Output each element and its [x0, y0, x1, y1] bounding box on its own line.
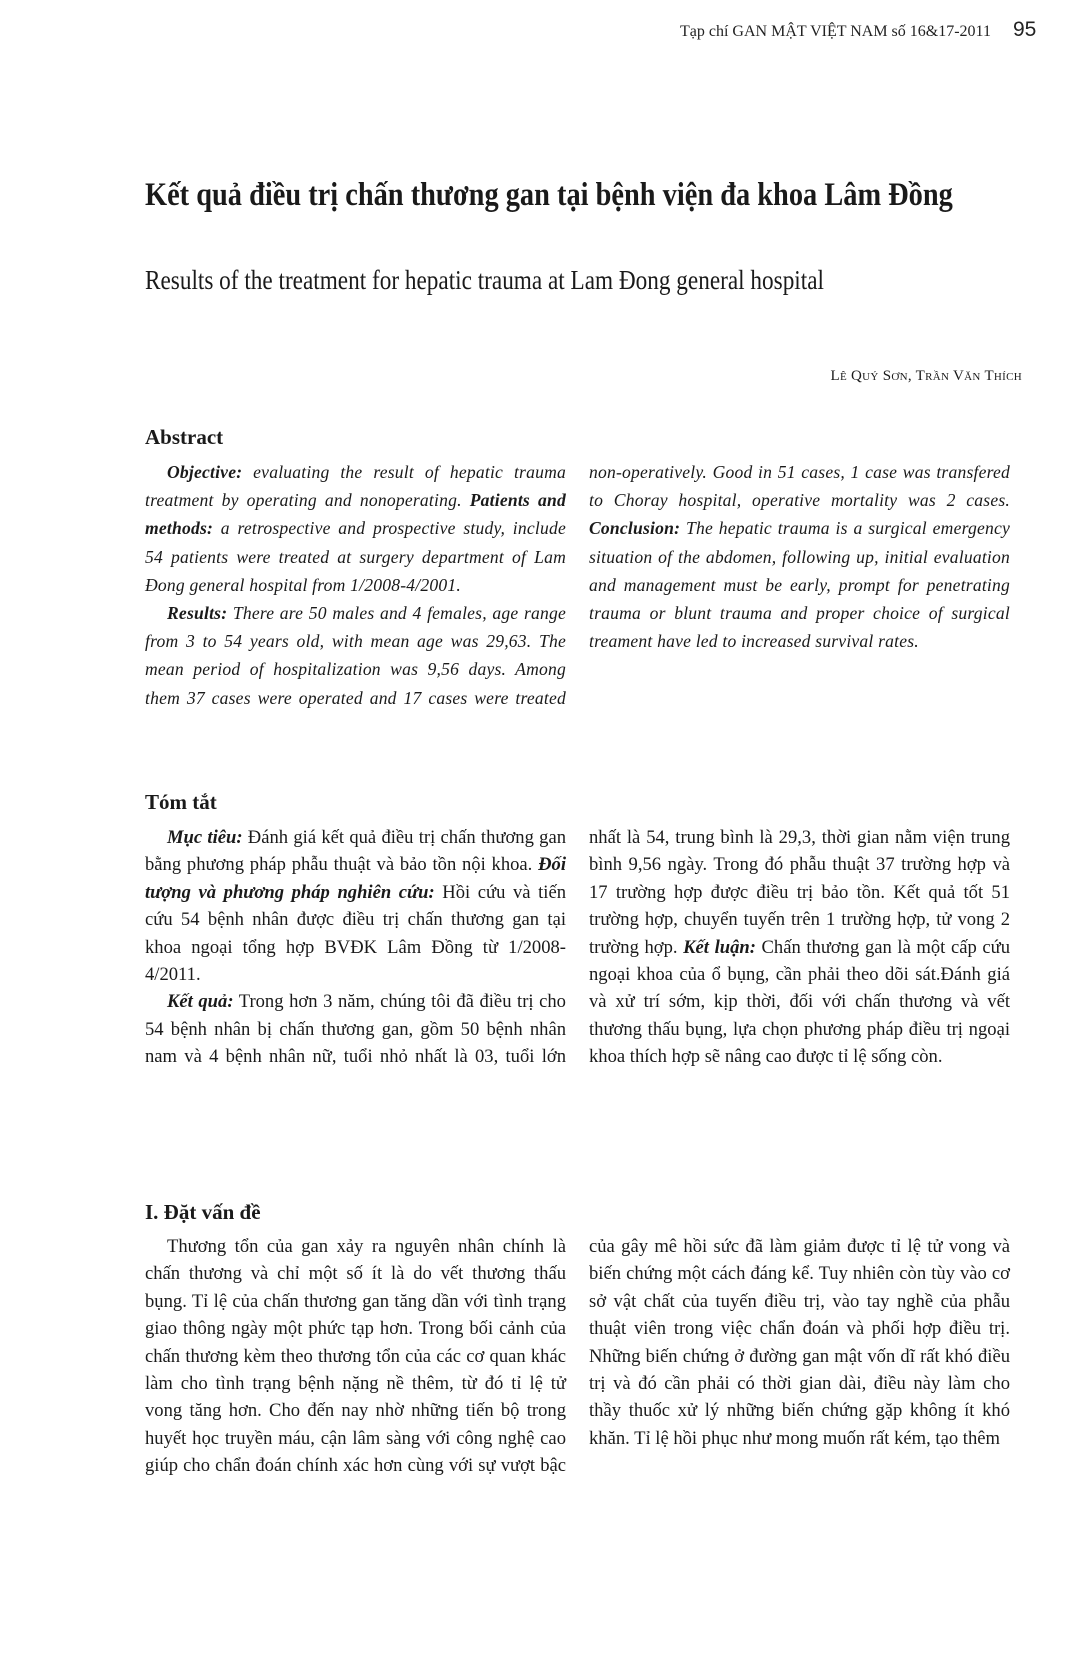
abstract-conclusion-text: The hepatic trauma is a surgical emergency situation of the abdomen, following up, initial evaluation and management must be early, prompt for penetrating trauma or blunt trauma and proper choice of surgical treament have led to increased survival rates. — [589, 518, 1010, 652]
muc-tieu-text: Đánh giá kết quả điều trị chấn thương gan bằng phương pháp phẫu thuật và bảo tồn nội khoa. — [145, 827, 566, 876]
page-number: 95 — [1012, 18, 1037, 41]
section-1-body — [145, 1233, 1010, 1507]
abstract-objective-label: Objective: — [167, 462, 243, 482]
muc-tieu-label: Mục tiêu: — [167, 827, 243, 848]
abstract-objective — [145, 458, 566, 599]
abstract-methods-text: a retrospective and prospective study, include 54 patients were treated at surgery department of Lam Đong general hospital from 1/2008-4/2001. — [145, 518, 566, 595]
tom-tat-heading: Tóm tắt — [145, 790, 217, 814]
tom-tat-body — [145, 824, 1010, 1098]
doi-tuong-label: Đối tượng và phương pháp nghiên cứu: — [145, 854, 567, 903]
abstract-objective-text: evaluating the result of hepatic trauma treatment by operating and nonoperating. — [145, 462, 566, 511]
abstract-conclusion-label: Conclusion: — [589, 518, 681, 539]
abstract-methods-label: Patients and methods: — [145, 490, 566, 539]
section-1-heading: I. Đặt vấn đề — [145, 1200, 261, 1224]
tom-tat-muc-tieu — [145, 824, 566, 988]
article-title-vi: Kết quả điều trị chấn thương gan tại bệnh viện đa khoa Lâm Đồng — [145, 177, 953, 213]
abstract-results-label: Results: — [167, 603, 228, 624]
abstract-body — [145, 458, 1010, 740]
doi-tuong-text: Hồi cứu và tiến cứu 54 bệnh nhân được điều trị chấn thương gan tại khoa ngoại tổng hợp BVĐK Lâm Đồng từ 1/2008-4/2011. — [145, 881, 566, 986]
article-title-en: Results of the treatment for hepatic trauma at Lam Đong general hospital — [145, 265, 824, 295]
running-header — [680, 18, 1036, 42]
section-1-text: Thương tổn của gan xảy ra nguyên nhân chính là chấn thương và chỉ một số ít là do vết thương thấu bụng. Tỉ lệ của chấn thương gan tăng dần với tình trạng giao thông ngày một phức tạp hơn. Trong bối cảnh của chấn thương kèm theo thương tổn của các cơ quan khác làm cho tình trạng bệnh nặng nề thêm, từ đó tỉ lệ tử vong tăng hơn. Cho đến nay nhờ những tiến bộ trong huyết học truyền máu, cận lâm sàng với công nghệ cao giúp cho chẩn đoán chính xác hơn cùng với sự vượt bậc của gây mê hồi sức đã làm giảm được tỉ lệ tử vong và biến chứng một cách đáng kể. Tuy nhiên còn tùy vào cơ sở vật chất của tuyến điều trị, vào tay nghề của phẫu thuật viên trong việc chẩn đoán và phối hợp điều trị. Những biến chứng ở đường gan mật vốn dĩ rất khó điều trị và đó cần phải có thời gian dài, điều này làm cho thầy thuốc xử lý những biến chứng gặp không ít khó khăn. Tỉ lệ hồi phục như mong muốn rất kém, tạo thêm — [145, 1236, 1010, 1477]
ket-qua-label: Kết quả: — [167, 991, 234, 1013]
authors: Lê Quý Sơn, Trần Văn Thích — [830, 368, 1022, 384]
abstract-results-text: There are 50 males and 4 females, age range from 3 to 54 years old, with mean age was 29,63. The mean period of hospitalization was 9,56 days. Among them 37 cases were operated and 17 cases were treated non-operatively. Good in 51 cases, 1 case was transfered to Choray hospital, operative mortality was 2 cases. — [145, 462, 1010, 708]
abstract-heading: Abstract — [145, 425, 224, 449]
ket-luan-label: Kết luận: — [683, 936, 756, 958]
journal-name: Tạp chí GAN MẬT VIỆT NAM số 16&17-2011 — [680, 23, 991, 40]
ket-qua-text: Trong hơn 3 năm, chúng tôi đã điều trị cho 54 bệnh nhân bị chấn thương gan, gồm 50 bệnh nhân nam và 4 bệnh nhân nữ, tuổi nhỏ nhất là 03, tuổi lớn nhất là 54, trung bình là 29,3, thời gian nằm viện trung bình 9,56 ngày. Trong đó phẫu thuật 37 trường hợp và 17 trường hợp được điều trị bảo tồn. Kết quả tốt 51 trường hợp, chuyển tuyến trên 1 trường hợp, tử vong 2 trường hợp. — [145, 827, 1010, 1068]
ket-luan-text: Chấn thương gan là một cấp cứu ngoại khoa của ổ bụng, cần phải theo dõi sát.Đánh giá và xử trí sớm, kịp thời, đối với chấn thương và vết thương thấu bụng, lựa chọn phương pháp điều trị ngoại khoa thích hợp sẽ nâng cao được tỉ lệ sống còn. — [589, 936, 1010, 1068]
